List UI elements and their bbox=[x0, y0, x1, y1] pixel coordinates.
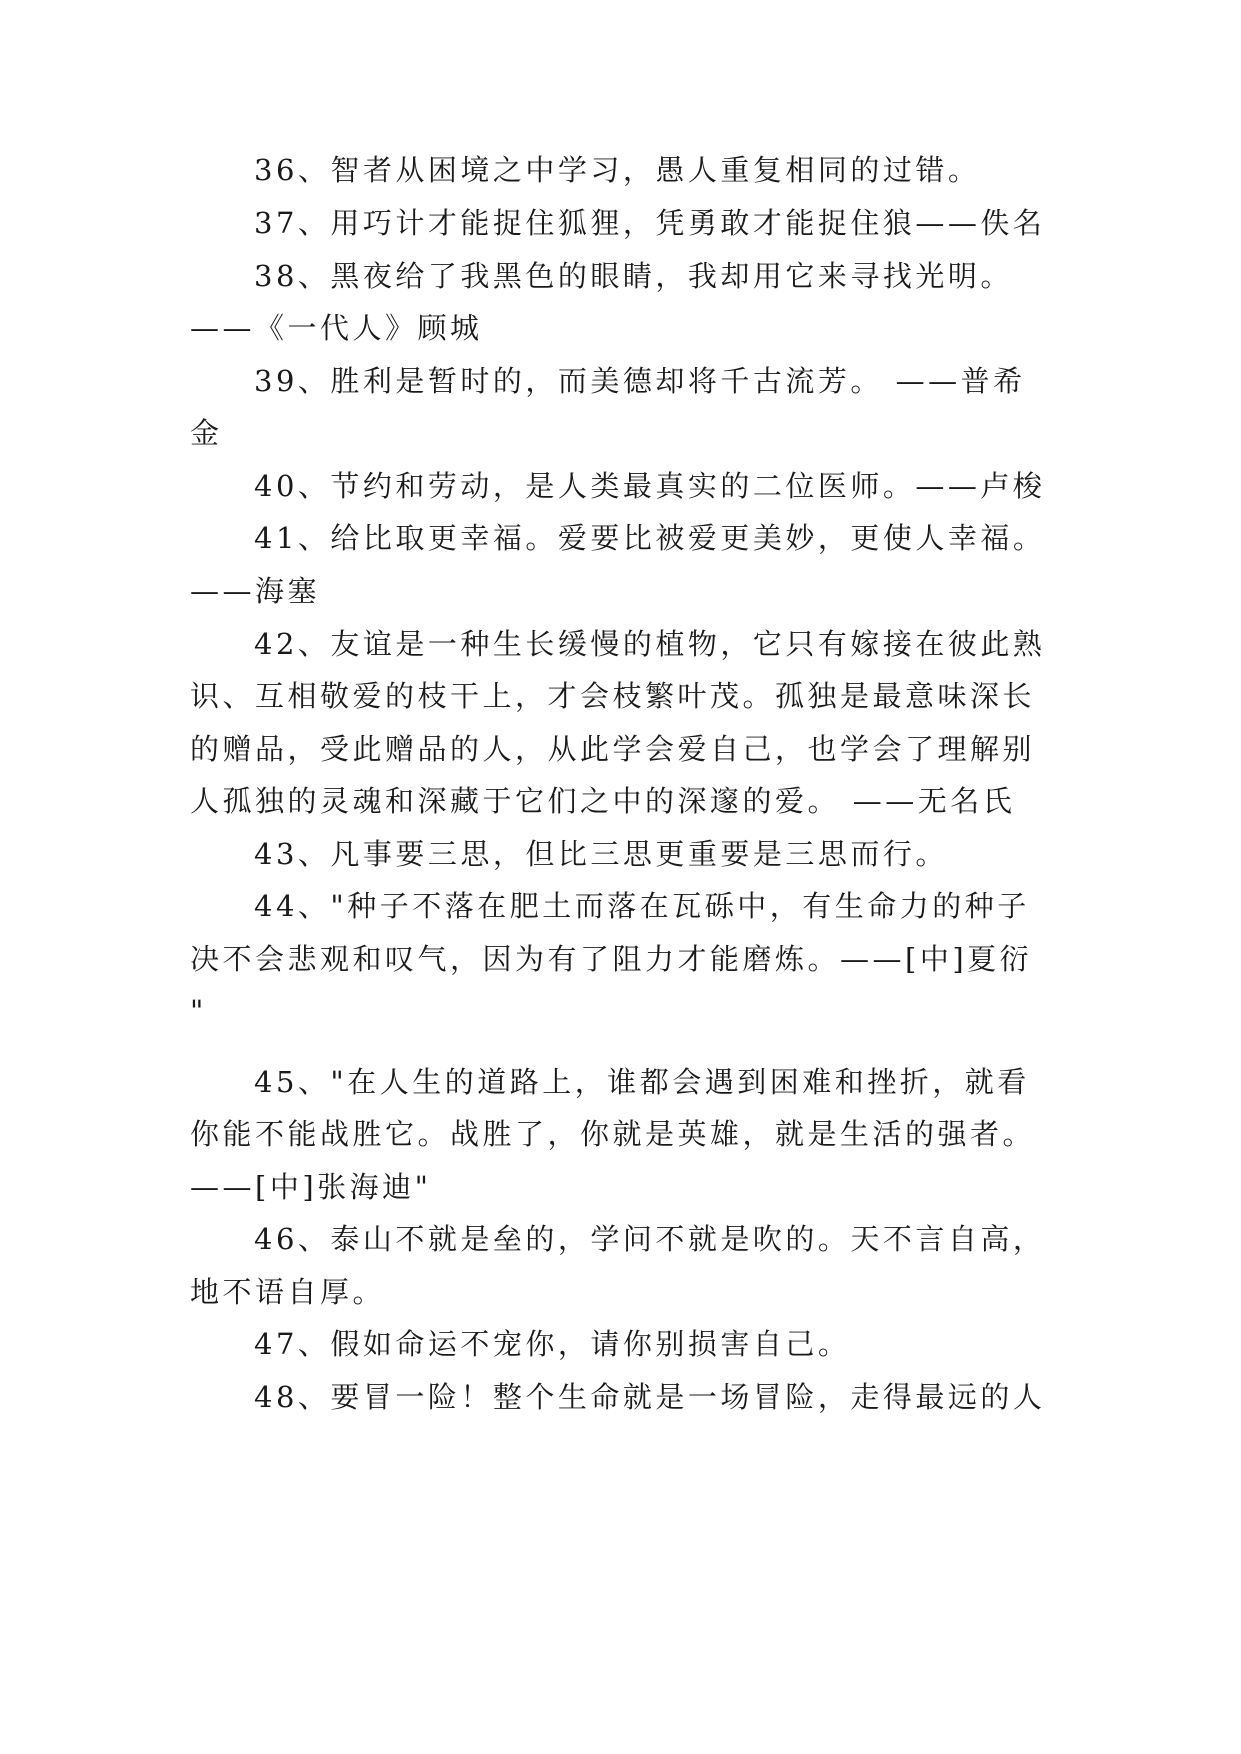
quote-39-line-2: 金 bbox=[190, 416, 223, 450]
quote-42-line-2: 识、互相敬爱的枝干上，才会枝繁叶茂。孤独是最意味深长 bbox=[190, 679, 1036, 713]
quote-45-line-3: ——[中]张海迪" bbox=[190, 1170, 432, 1204]
quote-36-line: 36、智者从困境之中学习，愚人重复相同的过错。 bbox=[254, 153, 981, 187]
quote-39-line-1: 39、胜利是暂时的，而美德却将千古流芳。 ——普希 bbox=[254, 364, 1026, 398]
quote-38-line-2: ——《一代人》顾城 bbox=[190, 311, 483, 345]
quote-47-line: 47、假如命运不宠你，请你别损害自己。 bbox=[254, 1327, 851, 1361]
quote-44-line-1: 44、"种子不落在肥土而落在瓦砾中，有生命力的种子 bbox=[254, 889, 1030, 923]
quote-46-line-2: 地不语自厚。 bbox=[190, 1275, 386, 1309]
quote-44-line-3: " bbox=[190, 994, 207, 1028]
quote-45-line-2: 你能不能战胜它。战胜了，你就是英雄，就是生活的强者。 bbox=[190, 1117, 1036, 1151]
quote-41-line-1: 41、给比取更幸福。爱要比被爱更美妙，更使人幸福。 bbox=[254, 521, 1046, 555]
quote-42-line-4: 人孤独的灵魂和深藏于它们之中的深邃的爱。 ——无名氏 bbox=[190, 784, 1016, 818]
quote-40-line: 40、节约和劳动，是人类最真实的二位医师。——卢梭 bbox=[254, 469, 1046, 503]
quote-38-line-1: 38、黑夜给了我黑色的眼睛，我却用它来寻找光明。 bbox=[254, 259, 1013, 293]
quote-37-line: 37、用巧计才能捉住狐狸，凭勇敢才能捉住狼——佚名 bbox=[254, 206, 1046, 240]
quote-42-line-3: 的赠品，受此赠品的人，从此学会爱自己，也学会了理解别 bbox=[190, 732, 1036, 766]
quote-45-line-1: 45、"在人生的道路上，谁都会遇到困难和挫折，就看 bbox=[254, 1065, 1030, 1099]
quote-48-line: 48、要冒一险！整个生命就是一场冒险，走得最远的人 bbox=[254, 1380, 1046, 1414]
quote-44-line-2: 决不会悲观和叹气，因为有了阻力才能磨炼。——[中]夏衍 bbox=[190, 942, 1033, 976]
quote-42-line-1: 42、友谊是一种生长缓慢的植物，它只有嫁接在彼此熟 bbox=[254, 627, 1046, 661]
quote-43-line: 43、凡事要三思，但比三思更重要是三思而行。 bbox=[254, 837, 948, 871]
quote-46-line-1: 46、泰山不就是垒的，学问不就是吹的。天不言自高， bbox=[254, 1222, 1046, 1256]
quote-41-line-2: ——海塞 bbox=[190, 574, 321, 608]
